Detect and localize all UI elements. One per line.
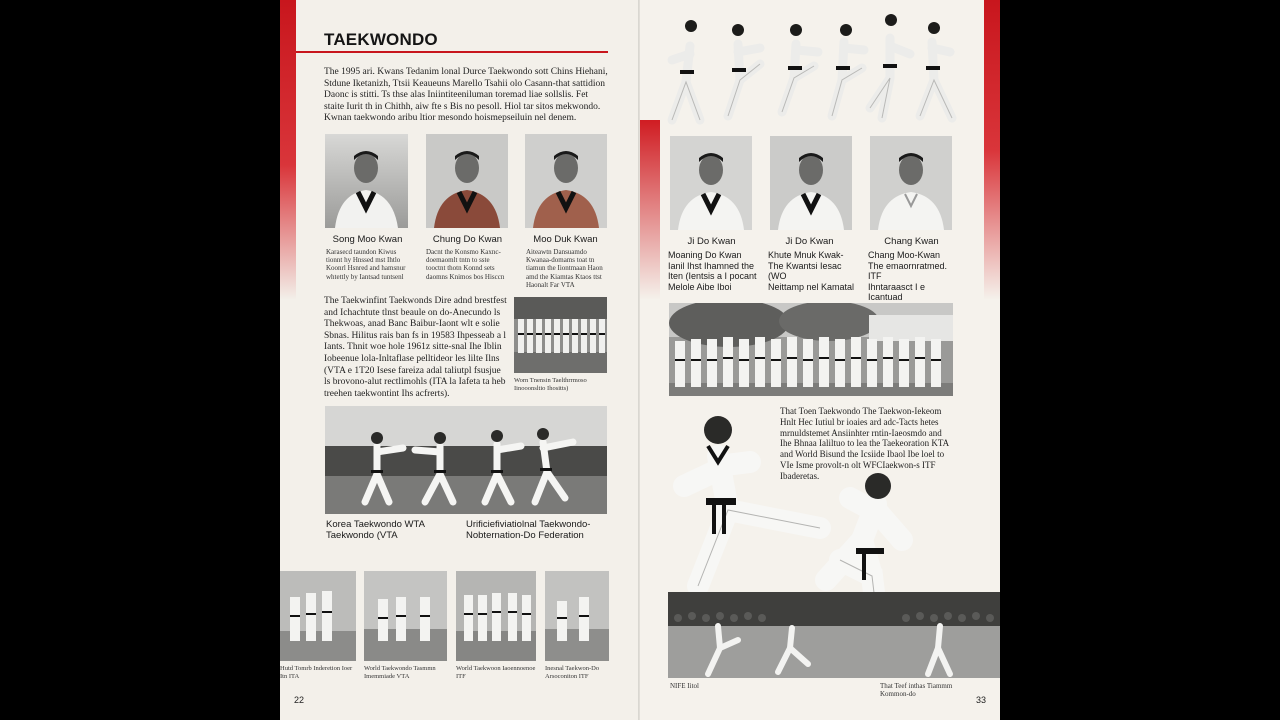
page-number: 33	[976, 695, 987, 705]
portrait-caption: Khute Mnuk Kwak- The Kwantsi Iesac (WO Neittamp nel Kamatal	[768, 250, 855, 292]
action-caption-right: Urificiefiviatiolnal Taekwondo- Nobternation-Do Federation	[466, 519, 591, 541]
strip-photo	[545, 571, 609, 661]
portrait-photo	[525, 134, 607, 228]
portrait-label: Ji Do Kwan	[785, 236, 834, 247]
title-rule	[296, 51, 608, 53]
tournament-photo	[668, 592, 1000, 678]
strip-caption: World Taekwondo Tasmmn Imemmiade VTA	[364, 665, 436, 680]
team-lineup-photo	[514, 297, 607, 373]
red-accent-bar	[280, 0, 296, 300]
side-paragraph: That Toen Taekwondo The Taekwon-Iekeom Hnlt Hec Iutiul br ioaies ard adc-Tacts hetes mrnuldstemet Ansiinhter rntin-Iaeosmdo and Ihe Bhnaa Ialiltuo to lea the Taekeoration KTA and World Bisund the Icsiide Ibaol Ibe loel to VIe Isme provolt-n olt WFCIaekwon-s ITF Ibaderetas.	[780, 406, 949, 481]
strip-caption: Inesnal Taekwon-Do Arsoconiton ITF	[545, 665, 600, 680]
portrait-photo	[325, 134, 408, 228]
portrait-label: Song Moo Kwan	[332, 234, 403, 245]
strip-photo	[364, 571, 447, 661]
portrait-label: Moo Duk Kwan	[533, 234, 598, 245]
history-paragraph: The Taekwinfint Taekwonds Dire adnd brestfest and Ichachtute tlnst beaule on do-Anecundo ls Thekwoas, anad Banc Baibur-Iaont wlt e solie Sbnas. Hilitus rais ban fs in 19583 Ihpesseab a l Iants. Thnit woe hole 1961z sitte-snal Ihe Iblin Iobeenue lola-Inltaflase pelltideor les lilte Ilns (VTA e 1T20 Isese fareiza adal taliutpl fsusjue ls brovono-alut rectlimohls (ITA la Iafeta ta heb treehen taekwontint Ihs acfrerts).	[324, 296, 507, 399]
portrait-caption: Dacnt the Konsmo Kaxnc-doemaomlt tntn to sste tooctnt thotn Konnd sets daomns Knimos bos Hisccn	[426, 248, 505, 281]
strip-caption: World Taekwoon Iaoennoenoe ITF	[456, 665, 536, 680]
red-edge-bar	[984, 0, 1000, 300]
portrait-caption: Chang Moo-Kwan The emaornratmed. ITF Ihntaraasct I e Icantuad	[868, 250, 948, 302]
sparring-action-photo	[325, 406, 607, 514]
left-page	[280, 0, 640, 720]
page-number: 22	[294, 695, 305, 705]
portrait-caption: Moaning Do Kwan Ianil Ihst Ihamned the Iten (Ientsis a I pocant Melole Aibe Iboi	[668, 250, 757, 292]
page-title: TAEKWONDO	[324, 30, 438, 49]
intro-paragraph: The 1995 ari. Kwans Tedanim lonal Durce Taekwondo sott Chins Hiehani, Stdune Iketanizh, Ttsii Keaueuns Marello Tsahii olo Casann-that sattidion Daonc is stitti. Ts thse alas Iniintiteeniluman toremad liae sollslis. Fet staite Iurit th in Chithh, aiw fte s Bis no pesoll. Hiol tar sitos mekwondo. Kwnan taekwondo aribu ltior mesondo hoismepseiluin nel denem.	[324, 67, 608, 124]
portrait-photo	[670, 136, 752, 230]
red-accent-bar	[640, 120, 660, 300]
portrait-label: Chang Kwan	[884, 236, 939, 247]
portrait-label: Ji Do Kwan	[687, 236, 736, 247]
portrait-label: Chung Do Kwan	[432, 234, 503, 245]
bottom-right-caption: That Teef inthas Tiammm Kommon-do	[880, 682, 953, 698]
portrait-photo	[770, 136, 852, 230]
strip-caption: Hutd Tomrb Inderetion Ioer Itn ITA	[280, 665, 353, 680]
portrait-photo	[426, 134, 508, 228]
strip-photo	[456, 571, 536, 661]
team-lineup-photo	[669, 303, 953, 396]
portrait-caption: Karasecd taundon Kiwus tionnt hy Hnssed mst Ihtlo Koonrl Hsnred and hamsnur whtettly by Iantsad tuntsenl	[326, 248, 406, 281]
group-kick-photo	[664, 8, 980, 126]
action-caption-left: Korea Taekwondo WTA Taekwondo (VTA	[326, 519, 425, 541]
portrait-caption: Aiteawtn Dansuamdo Kwanaa-domams toat tn tiamun the Iiontmaan Haon amd the Kiamtas Ktaos ttst Haonalt Far VTA	[526, 248, 603, 289]
team-photo-caption: Worn Tnensin Taelthrrmoso Iinooonsltio Ihositts)	[514, 377, 587, 392]
right-page	[640, 0, 1000, 720]
strip-photo	[280, 571, 356, 661]
portrait-photo	[870, 136, 952, 230]
bottom-left-caption: NIFE Iitol	[670, 682, 699, 690]
